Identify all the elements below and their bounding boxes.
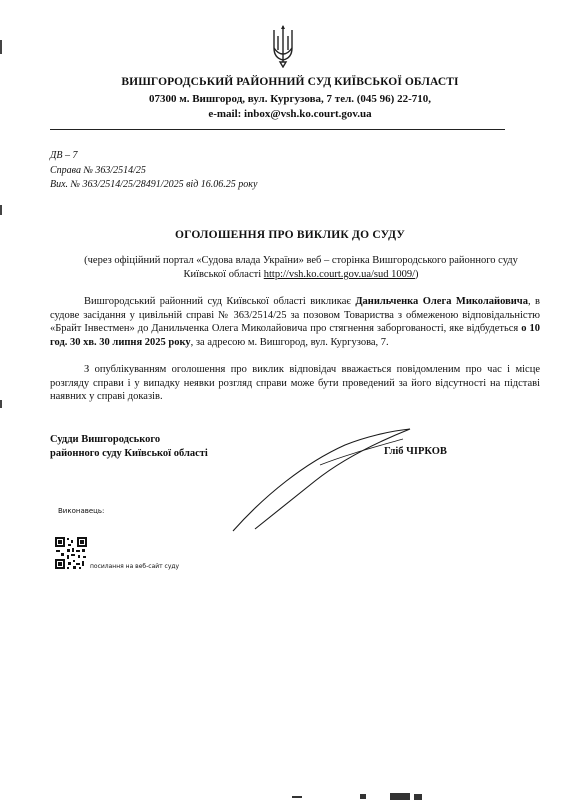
summons-text-2: , в судове засідання у цивільній справі № 363/2514/25 за позовом Товариства з обмеженою відповідальністю «Брайт Інвестмен» до Данильченка Олега Миколайовича про стягнення заборгованості, яке відбудеться xyxy=(50,296,540,334)
summons-paragraph xyxy=(50,295,540,349)
scan-edge-mark xyxy=(0,400,2,408)
qr-caption: посилання на веб-сайт суду xyxy=(90,563,180,570)
hearing-datetime: о 10 год. 30 хв. 30 липня 2025 року xyxy=(50,323,541,348)
court-email: e-mail: inbox@vsh.ko.court.gov.ua xyxy=(208,108,372,120)
judge-title-line2: районного суду Київської області xyxy=(50,448,208,459)
court-name: ВИШГОРОДСЬКИЙ РАЙОННИЙ СУД КИЇВСЬКОЇ ОБЛАСТІ xyxy=(121,76,459,88)
trident-icon xyxy=(272,24,294,68)
portal-note-close: ) xyxy=(415,269,419,280)
scan-edge-mark xyxy=(0,205,2,215)
case-number: Справа № 363/2514/25 xyxy=(50,165,146,176)
summons-text-1: Вишгородський районний суд Київської області викликає xyxy=(84,296,356,307)
portal-note-text: (через офіційний портал «Судова влада України» веб – сторінка Вишгородського районного суду Київської області xyxy=(84,255,518,280)
outgoing-number: Вих. № 363/2514/25/28491/2025 від 16.06.25 року xyxy=(50,179,258,190)
defendant-name: Данильченка Олега Миколайовича xyxy=(355,296,528,307)
qr-code-icon[interactable] xyxy=(54,536,88,570)
judge-name: Гліб ЧІРКОВ xyxy=(384,446,447,457)
judge-title xyxy=(50,433,208,461)
court-address: 07300 м. Вишгород, вул. Кургузова, 7 тел. (045 96) 22-710, xyxy=(148,93,432,105)
portal-note xyxy=(76,254,526,282)
portal-link[interactable]: http://vsh.ko.court.gov.ua/sud 1009/ xyxy=(263,269,416,280)
scan-edge-mark xyxy=(0,40,2,54)
document-code: ДВ – 7 xyxy=(50,150,78,161)
notice-paragraph: З опублікуванням оголошення про виклик відповідач вважається повідомленим про час і місце розгляду справи і у випадку неявки розгляд справи може бути проведений за його відсутності на підставі наявних у справі доказів. xyxy=(50,364,540,402)
header-divider xyxy=(50,129,505,130)
summons-text-3: , за адресою м. Вишгород, вул. Кургузова, 7. xyxy=(190,336,389,348)
executor-label: Виконавець: xyxy=(58,507,105,515)
handwritten-signature xyxy=(225,425,415,535)
document-title: ОГОЛОШЕННЯ ПРО ВИКЛИК ДО СУДУ xyxy=(174,229,406,241)
scan-bottom-marks xyxy=(290,790,440,800)
judge-title-line1: Судди Вишгородського xyxy=(50,434,161,445)
